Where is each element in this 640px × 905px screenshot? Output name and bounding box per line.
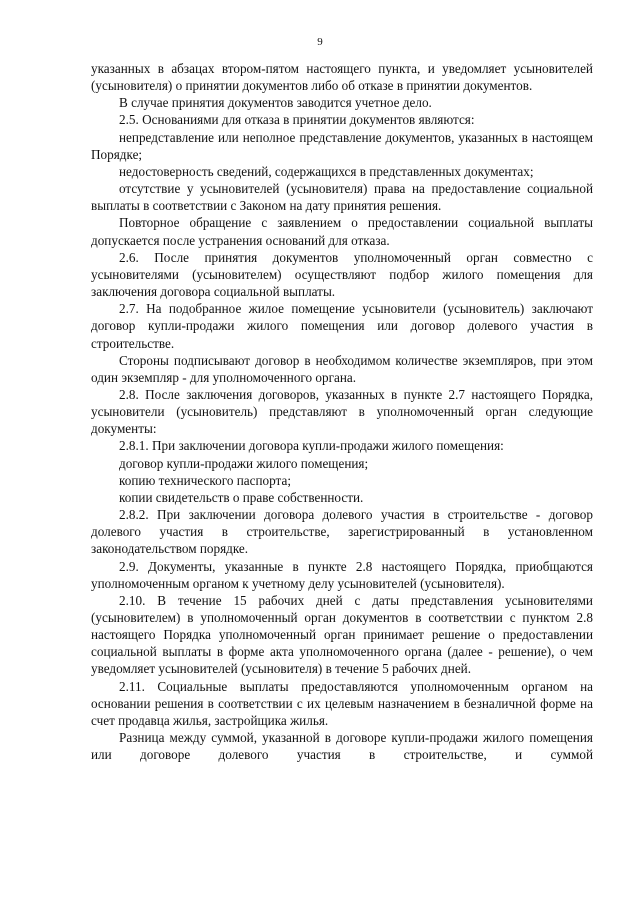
paragraph: непредставление или неполное представление документов, указанных в настоящем Порядке; [91, 129, 593, 162]
paragraph: указанных в абзацах втором-пятом настоящего пункта, и уведомляет усыновителей (усыновителя) о принятии документов либо об отказе в принятии документов. [91, 61, 593, 94]
paragraph: копию технического паспорта; [119, 472, 291, 488]
paragraph: договор купли-продажи жилого помещения; [119, 455, 369, 471]
paragraph: В случае принятия документов заводится учетное дело. [119, 95, 432, 111]
paragraph: 2.7. На подобранное жилое помещение усыновители (усыновитель) заключают договор купли-продажи жилого помещения или договор долевого участия в строительстве. [91, 301, 593, 351]
paragraph: Разница между суммой, указанной в договоре купли-продажи жилого помещения или договоре долевого участия в строительстве, и суммой [91, 730, 593, 763]
paragraph: 2.8.1. При заключении договора купли-продажи жилого помещения: [119, 438, 504, 454]
paragraph: недостоверность сведений, содержащихся в представленных документах; [119, 163, 534, 179]
document-body [91, 60, 593, 763]
paragraph: 2.9. Документы, указанные в пункте 2.8 настоящего Порядка, приобщаются уполномоченным органом к учетному делу усыновителей (усыновителя). [91, 558, 593, 591]
paragraph: 2.5. Основаниями для отказа в принятии документов являются: [119, 112, 475, 128]
paragraph: 2.10. В течение 15 рабочих дней с даты представления усыновителями (усыновителем) в уполномоченный орган документов в соответствии с пунктом 2.8 настоящего Порядка уполномоченный орган принимает решение о предоставлении социальной выплаты в форме акта уполномоченного органа (далее - решение), о чем уведомляет усыновителей (усыновителя) в течение 5 рабочих дней. [91, 592, 593, 677]
paragraph: 2.11. Социальные выплаты предоставляются уполномоченным органом на основании решения в соответствии с их целевым назначением в безналичной форме на счет продавца жилья, застройщика жилья. [91, 678, 593, 728]
paragraph: отсутствие у усыновителей (усыновителя) права на предоставление социальной выплаты в соответствии с Законом на дату принятия решения. [91, 181, 593, 214]
page-number: 9 [317, 36, 323, 48]
paragraph: копии свидетельств о праве собственности. [119, 489, 364, 505]
paragraph: 2.6. После принятия документов уполномоченный орган совместно с усыновителями (усыновителем) осуществляют подбор жилого помещения для заключения договора социальной выплаты. [91, 249, 593, 300]
paragraph: Стороны подписывают договор в необходимом количестве экземпляров, при этом один экземпляр - для уполномоченного органа. [91, 352, 593, 385]
paragraph: 2.8. После заключения договоров, указанных в пункте 2.7 настоящего Порядка, усыновители (усыновитель) представляют в уполномоченный орган следующие документы: [91, 386, 593, 437]
paragraph: 2.8.2. При заключении договора долевого участия в строительстве - договор долевого участия в строительстве, зарегистрированный в установленном законодательством порядке. [91, 507, 593, 557]
paragraph: Повторное обращение с заявлением о предоставлении социальной выплаты допускается после устранения оснований для отказа. [91, 215, 593, 248]
